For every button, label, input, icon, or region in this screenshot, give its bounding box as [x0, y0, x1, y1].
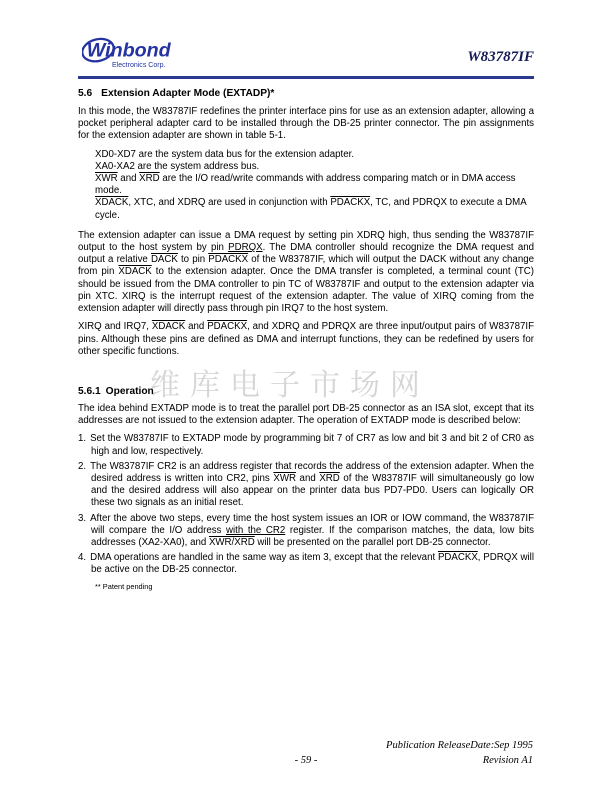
winbond-logo [82, 30, 204, 79]
item-number: 3. [78, 512, 87, 524]
signal-notes [95, 149, 534, 222]
signal-note-xdack: XDACK, XTC, and XDRQ are used in conjunction with PDACKX, TC, and PDRQX to execute a DMA cycle. [95, 197, 527, 221]
list-item-3 [78, 513, 534, 550]
signal-note-xa: XA0-XA2 are the system address bus. [95, 160, 260, 172]
paragraph-signal-pairs: XIRQ and IRQ7, XDACK and PDACKX, and XDRQ and PDRQX are three input/output pairs of W83787IF pins. Although these pins are defined as DMA and interrupt functions, they can be redefined by users for other specific functions. [78, 321, 534, 357]
page-header [78, 28, 534, 76]
header-rule [78, 76, 534, 79]
list-item-2 [78, 461, 534, 510]
footer-revision: Revision A1 [482, 755, 533, 766]
section-heading-5-6 [78, 88, 534, 101]
footnote-patent: ** Patent pending [95, 581, 153, 591]
document-body [78, 88, 534, 591]
item-text: After the above two steps, every time the host system issues an IOR or IOW command, the W83787IF will compare the I/O address with the CR2 register. If the comparison matches, the data, low bits addresses (XA2-XA0), and XWR/XRD will be presented on the parallel port DB-25 connector. [90, 512, 534, 549]
footer-release-date: Publication ReleaseDate:Sep 1995 [386, 740, 533, 751]
item-text: Set the W83787IF to EXTADP mode by programming bit 7 of CR7 as low and bit 3 and bit 2 of CR0 as high and low, respectively. [90, 433, 534, 457]
footer-page-number: - 59 - [294, 755, 318, 766]
item-text: DMA operations are handled in the same way as item 3, except that the relevant PDACKX, PDRQX will be active on the DB-25 connector. [90, 552, 534, 576]
signal-note-xd: XD0-XD7 are the system data bus for the extension adapter. [95, 148, 355, 160]
brand-subtitle: Electronics Corp. [112, 62, 166, 70]
paragraph-operation-intro: The idea behind EXTADP mode is to treat the parallel port DB-25 connector as an ISA slot, except that its addresses are not issued to the extension adapter. The operation of EXTADP mode is described below: [78, 402, 534, 427]
item-number: 1. [78, 433, 87, 445]
winbond-logo-graphic [82, 30, 204, 74]
part-number: W83787IF [467, 49, 534, 65]
list-item-1 [78, 433, 534, 457]
list-item-4 [78, 552, 534, 576]
paragraph-intro: In this mode, the W83787IF redefines the printer interface pins for use as an extension adapter, allowing a pocket peripheral adapter card to be installed through the DB-25 printer connector. The pin assignments for the extension adapter are shown in table 5-1. [78, 105, 534, 142]
brand-text: Winbond [86, 39, 171, 62]
item-text: The W83787IF CR2 is an address register that records the address of the extension adapter. When the desired address is written into CR2, pins $\overline{XWR}$ and $\overline{XRD}$ of the W83787IF will simultaneously go low and the desired address will also appear on the printer data bus PD7-PD0. Users can logically OR these two signals as an initial reset. [90, 460, 534, 509]
item-number: 2. [78, 460, 87, 472]
item-number: 4. [78, 552, 87, 564]
section-heading-5-6-1 [78, 386, 534, 399]
paragraph-dma-flow: The extension adapter can issue a DMA request by setting pin XDRQ high, thus sending the W83787IF output to the host system by pin PDRQX. The DMA controller should recognize the DMA request and output a relative DACK to pin PDACKX of the W83787IF, which will output the DACK without any change from pin XDACK to the extension adapter. Once the DMA transfer is completed, a terminal count (TC) should be issued from the DMA controller to pin TC of W83787IF and output to the extension adapter via pin XTC. XIRQ is the interrupt request of the extension adapter. The value of XIRQ coming from the extension adapter will directly pass through pin IRQ7 to the host system. [78, 229, 534, 315]
section-title: Operation [105, 386, 154, 397]
section-number: 5.6.1 [78, 386, 101, 397]
section-number: 5.6 [78, 88, 93, 99]
watermark: 维库电子市场网 [150, 369, 430, 402]
section-title: Extension Adapter Mode (EXTADP)* [101, 88, 275, 99]
signal-note-xwr-xrd: $\overline{XWR}$ and $\overline{XRD}$ are the I/O read/write commands with address comparing match or in DMA access mode. [95, 172, 516, 197]
